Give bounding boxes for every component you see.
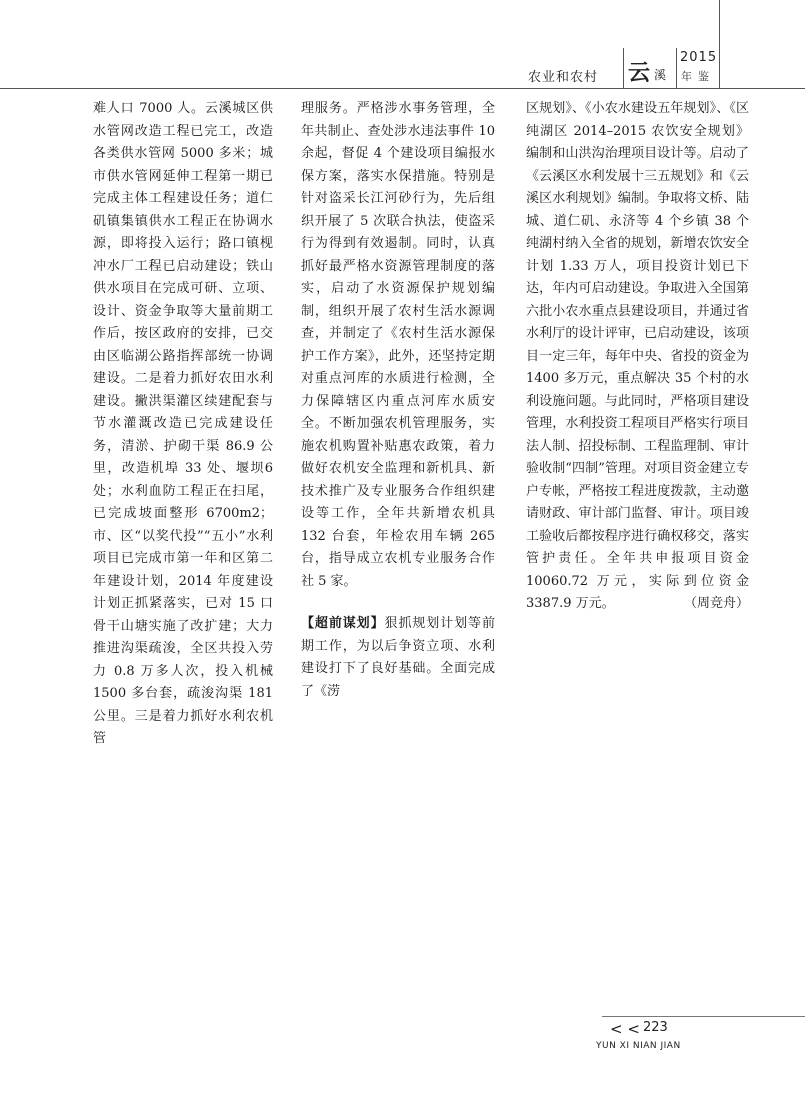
section-body: 狠抓规划计划等前期工作，为以后争资立项、水利建设打下了良好基础。全面完成了《涝 <box>301 616 495 699</box>
page-number: 223 <box>643 1020 668 1035</box>
footer-rule <box>602 1016 805 1017</box>
author-credit: （周竞舟） <box>683 596 749 611</box>
yearbook-logo <box>623 48 677 88</box>
column-1-paragraph: 难人口 7000 人。云溪城区供水管网改造工程已完工，改造各类供水管网 5000 多米；城市供水管网延伸工程第一期已完成主体工程建设任务；道仁矶镇集镇供水工程正在协调水源，即将投入运行；路口镇枧冲水厂工程已启动建设；铁山供水项目在完成可研、立项、设计、资金争取等大量前期工作后，按区政府的安排，已交由区临湖公路指挥部统一协调建设。二是着力抓好农田水利建设。撇洪渠灌区续建配套与节水灌溉改造已完成建设任务，清淤、护砌干渠 86.9 公里，改造机埠 33 处、堰坝6处；水利血防工程正在扫尾，已完成坡面整形 6700m2；市、区“以奖代投”“五小”水利项目已完成市第一年和区第二年建设计划，2014 年度建设计划正抓紧落实，已对 15 口骨干山塘实施了改扩建；大力推进沟渠疏浚，全区共投入劳力 0.8 万多人次，投入机械 1500 多台套，疏浚沟渠 181 公里。三是着力抓好水利农机管 <box>93 101 273 746</box>
header-yearbook-label: 年鉴 <box>681 70 715 83</box>
section-gap <box>301 593 495 613</box>
text-column-2 <box>301 98 495 703</box>
page-arrows-icon: < < <box>610 1020 640 1038</box>
text-column-1 <box>93 98 273 751</box>
header-year: 2015 <box>680 50 718 65</box>
column-2-section-paragraph <box>301 613 495 703</box>
column-2-paragraph: 理服务。严格涉水事务管理，全年共制止、查处涉水违法事件 10 余起，督促 4 个建设项目编报水保方案，落实水保措施。特别是针对盗采长江河砂行为，先后组织开展了 5 次联合执法，使盗采行为得到有效遏制。同时，认真抓好最严格水资源管理制度的落实，启动了水资源保护规划编制，组织开展了农村生活水源调查，并制定了《农村生活水源保护工作方案》，此外，还坚持定期对重点河库的水质进行检测，全力保障辖区内重点河库水质安全。不断加强农机管理服务，实施农机购置补贴惠农政策，着力做好农机安全监理和新机具、新技术推广及专业服务合作组织建设等工作，全年共新增农机具 132 台套，年检农用车辆 265 台，指导成立农机专业服务合作社 5 家。 <box>301 101 495 589</box>
header-section-title: 农业和农村 <box>528 70 599 85</box>
header-rule <box>0 88 805 89</box>
header-vertical-rule <box>719 0 720 88</box>
column-3-paragraph <box>526 98 749 616</box>
text-column-3 <box>526 98 749 616</box>
column-3-body: 区规划》、《小农水建设五年规划》、《区纯湖区 2014–2015 农饮安全规划》编制和山洪沟治理项目设计等。启动了《云溪区水利发展十三五规划》和《云溪区水利规划》编制。争取将文桥、陆城、道仁矶、永济等 4 个乡镇 38 个纯湖村纳入全省的规划，新增农饮安全计划 1.33 万人，项目投资计划已下达，年内可启动建设。争取进入全国第六批小农水重点县建设项目，并通过省水利厅的设计评审，已启动建设，该项目一定三年，每年中央、省投的资金为 1400 多万元，重点解决 35 个村的水利设施问题。与此同时，严格项目建设管理，水利投资工程项目严格实行项目法人制、招投标制、工程监理制、审计验收制“四制”管理。对项目资金建立专户专帐，严格按工程进度拨款，主动邀请财政、审计部门监督、审计。项目竣工验收后都按程序进行确权移交，落实管护责任。全年共申报项目资金 10060.72 万元，实际到位资金 3387.9 万元。 <box>526 101 749 611</box>
section-subhead: 【超前谋划】 <box>301 616 385 631</box>
footer-publication-name: YUN XI NIAN JIAN <box>596 1041 681 1051</box>
logo-character-xi: 溪 <box>654 68 667 82</box>
logo-character-yun: 云 <box>628 60 651 86</box>
